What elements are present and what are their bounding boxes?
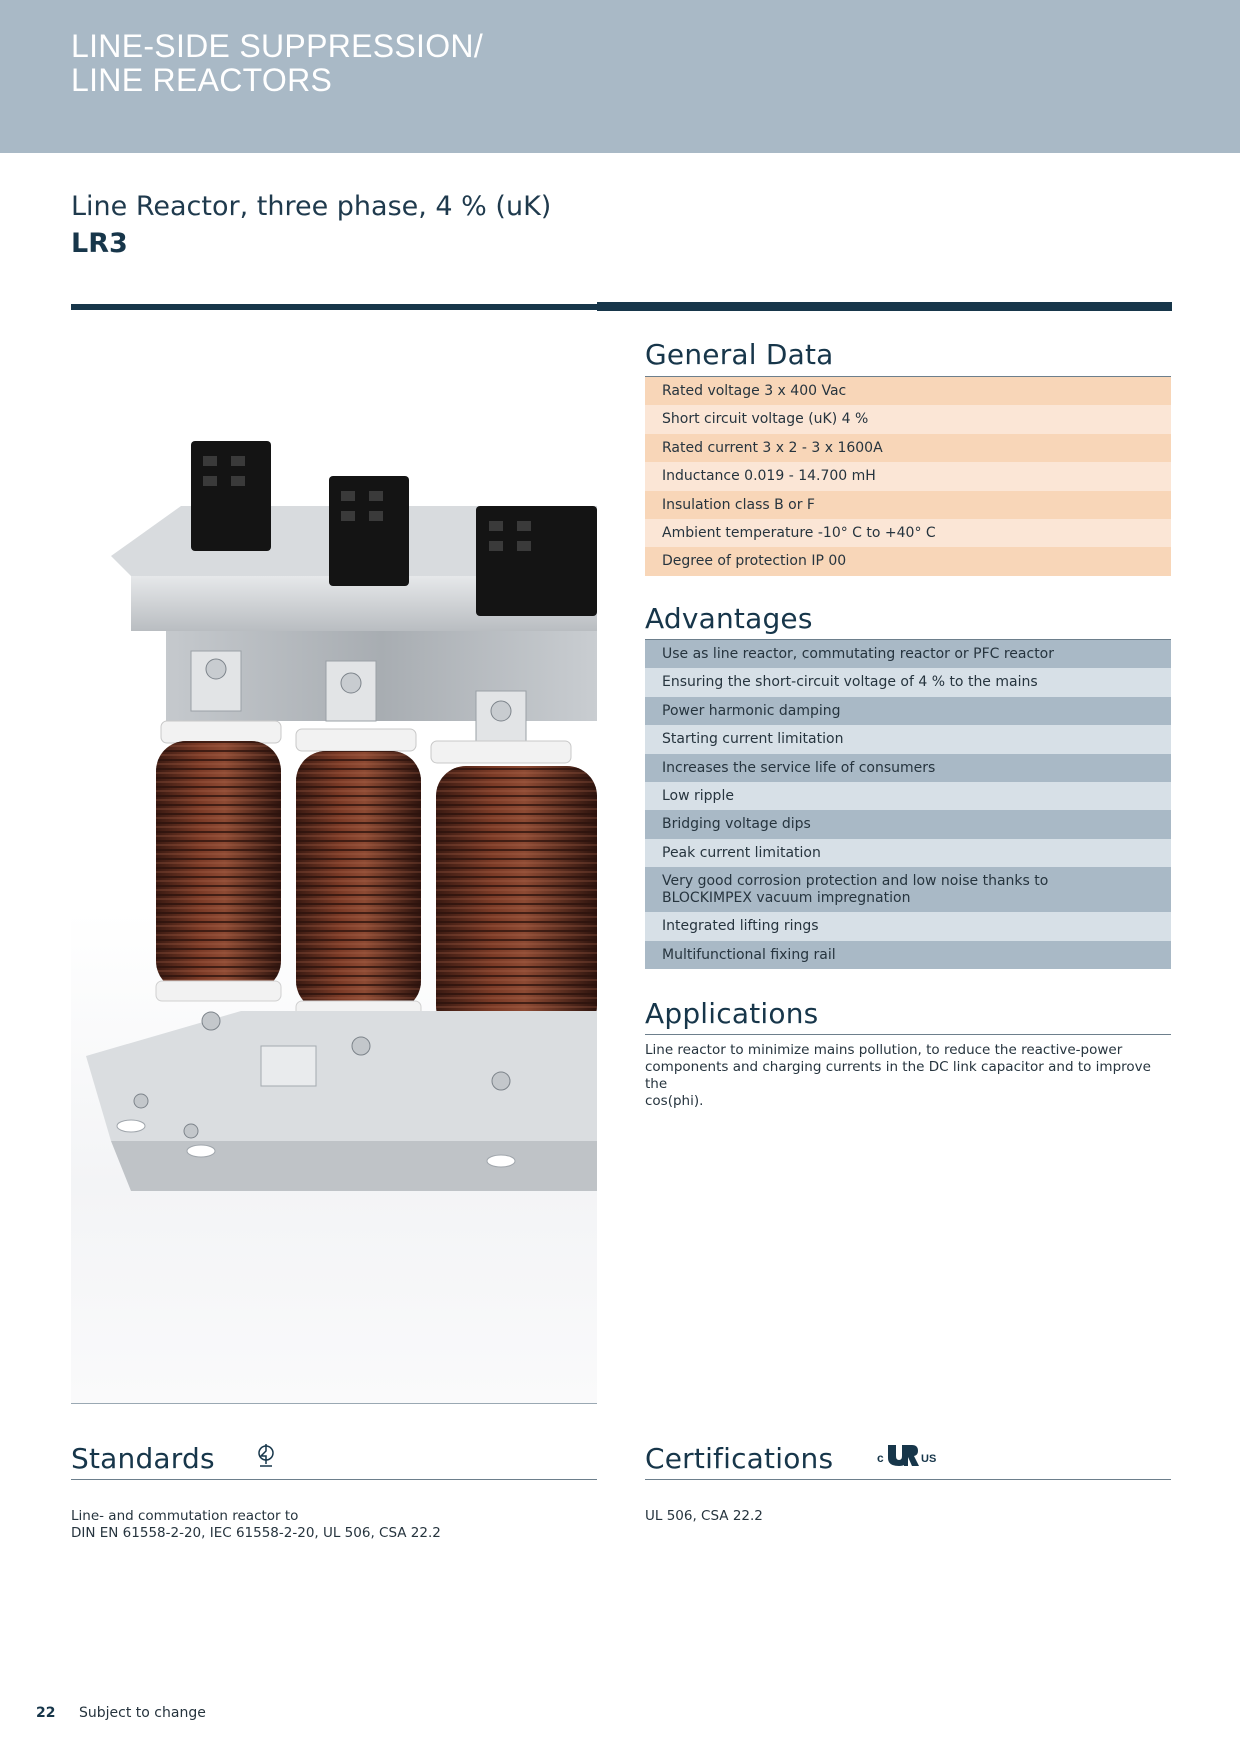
advantages-row: Low ripple	[645, 782, 1171, 810]
section-rule-right	[597, 302, 1172, 311]
applications-heading: Applications	[645, 997, 819, 1030]
standards-heading: Standards	[71, 1442, 215, 1475]
general-data-row: Rated voltage 3 x 400 Vac	[645, 377, 1171, 405]
applications-rule	[645, 1034, 1171, 1035]
certifications-rule	[645, 1479, 1171, 1480]
ur-mark-icon	[886, 1442, 920, 1468]
general-data-row: Short circuit voltage (uK) 4 %	[645, 405, 1171, 433]
general-data-row: Degree of protection IP 00	[645, 547, 1171, 575]
advantages-row: Starting current limitation	[645, 725, 1171, 753]
header-banner	[0, 0, 1240, 153]
standards-rule	[71, 1479, 597, 1480]
cru-us-logo-us: US	[921, 1453, 937, 1465]
general-data-row: Rated current 3 x 2 - 3 x 1600A	[645, 434, 1171, 462]
certifications-heading: Certifications	[645, 1442, 834, 1475]
product-subtitle: Line Reactor, three phase, 4 % (uK)	[71, 191, 552, 222]
advantages-row: Bridging voltage dips	[645, 810, 1171, 838]
general-data-heading: General Data	[645, 338, 834, 371]
banner-title-line2: LINE REACTORS	[71, 62, 333, 98]
advantages-row: Use as line reactor, commutating reactor or PFC reactor	[645, 640, 1171, 668]
general-data-row: Insulation class B or F	[645, 491, 1171, 519]
advantages-row: Integrated lifting rings	[645, 912, 1171, 940]
applications-text	[645, 1042, 1175, 1110]
standards-text	[71, 1508, 591, 1542]
general-data-row: Inductance 0.019 - 14.700 mH	[645, 462, 1171, 490]
certifications-text: UL 506, CSA 22.2	[645, 1508, 763, 1524]
applications-line-3: cos(phi).	[645, 1093, 704, 1109]
standards-line-1: Line- and commutation reactor to	[71, 1508, 299, 1524]
page-number: 22	[36, 1705, 56, 1721]
section-rule-left	[71, 304, 597, 310]
footer-note: Subject to change	[79, 1705, 206, 1721]
standards-line-2: DIN EN 61558-2-20, IEC 61558-2-20, UL 506, CSA 22.2	[71, 1525, 441, 1541]
applications-line-2: components and charging currents in the DC link capacitor and to improve the	[645, 1059, 1151, 1092]
advantages-row: Increases the service life of consumers	[645, 754, 1171, 782]
product-code: LR3	[71, 228, 128, 259]
advantages-row: Ensuring the short-circuit voltage of 4 % to the mains	[645, 668, 1171, 696]
advantages-heading: Advantages	[645, 602, 813, 635]
advantages-row: Power harmonic damping	[645, 697, 1171, 725]
advantages-row: Multifunctional fixing rail	[645, 941, 1171, 969]
cru-us-logo-c: c	[877, 1451, 884, 1465]
cru-us-logo	[877, 1440, 947, 1470]
advantages-row: Very good corrosion protection and low noise thanks to BLOCKIMPEX vacuum impregnation	[645, 867, 1171, 912]
banner-title-line1: LINE-SIDE SUPPRESSION/	[71, 28, 484, 64]
advantages-table	[645, 640, 1171, 969]
line-reactor-illustration	[71, 311, 597, 1403]
applications-line-1: Line reactor to minimize mains pollution, to reduce the reactive-power	[645, 1042, 1123, 1058]
product-photo	[71, 311, 597, 1404]
general-data-row: Ambient temperature -10° C to +40° C	[645, 519, 1171, 547]
general-data-table	[645, 377, 1171, 576]
advantages-row: Peak current limitation	[645, 839, 1171, 867]
short-circuit-proof-transformer-icon	[254, 1442, 278, 1468]
